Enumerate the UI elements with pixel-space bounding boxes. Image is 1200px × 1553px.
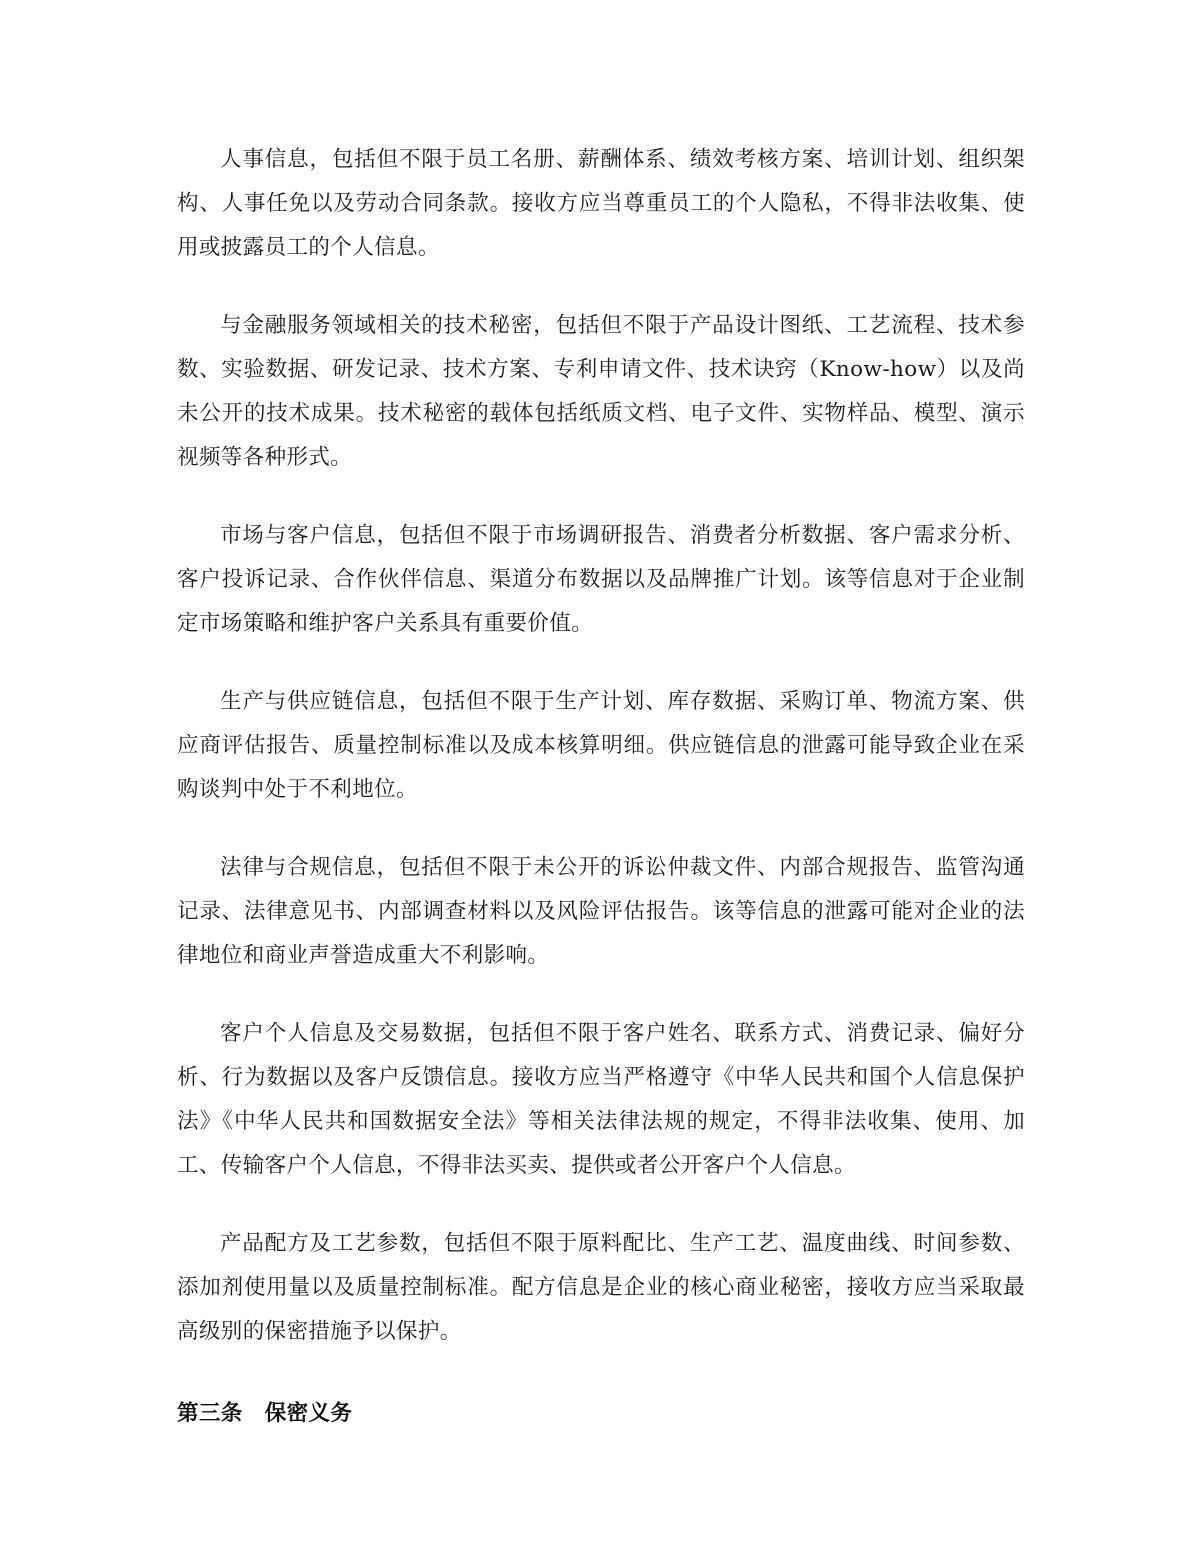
paragraph-customer-personal-data: 客户个人信息及交易数据，包括但不限于客户姓名、联系方式、消费记录、偏好分析、行为数据以及客户反馈信息。接收方应当严格遵守《中华人民共和国个人信息保护法》《中华人民共和国数据安全法》等相关法律法规的规定，不得非法收集、使用、加工、传输客户个人信息，不得非法买卖、提供或者公开客户个人信息。 [177,1021,1025,1178]
section-number: 第三条 [177,1401,243,1426]
paragraph-supply-chain-info: 生产与供应链信息，包括但不限于生产计划、库存数据、采购订单、物流方案、供应商评估报告、质量控制标准以及成本核算明细。供应链信息的泄露可能导致企业在采购谈判中处于不利地位。 [177,689,1025,802]
document-body [177,138,1025,1436]
paragraph-market-customer-info: 市场与客户信息，包括但不限于市场调研报告、消费者分析数据、客户需求分析、客户投诉记录、合作伙伴信息、渠道分布数据以及品牌推广计划。该等信息对于企业制定市场策略和维护客户关系具有重要价值。 [177,523,1025,636]
section-title: 保密义务 [264,1401,353,1426]
section-heading [177,1388,1025,1436]
paragraph-product-formula: 产品配方及工艺参数，包括但不限于原料配比、生产工艺、温度曲线、时间参数、添加剂使用量以及质量控制标准。配方信息是企业的核心商业秘密，接收方应当采取最高级别的保密措施予以保护。 [177,1231,1025,1344]
paragraph-technical-secrets: 与金融服务领域相关的技术秘密，包括但不限于产品设计图纸、工艺流程、技术参数、实验数据、研发记录、技术方案、专利申请文件、技术诀窍（Know-how）以及尚未公开的技术成果。技术秘密的载体包括纸质文档、电子文件、实物样品、模型、演示视频等各种形式。 [177,313,1025,470]
paragraph-legal-compliance-info: 法律与合规信息，包括但不限于未公开的诉讼仲裁文件、内部合规报告、监管沟通记录、法律意见书、内部调查材料以及风险评估报告。该等信息的泄露可能对企业的法律地位和商业声誉造成重大不利影响。 [177,855,1025,968]
paragraph-personnel-info: 人事信息，包括但不限于员工名册、薪酬体系、绩效考核方案、培训计划、组织架构、人事任免以及劳动合同条款。接收方应当尊重员工的个人隐私，不得非法收集、使用或披露员工的个人信息。 [177,147,1025,260]
